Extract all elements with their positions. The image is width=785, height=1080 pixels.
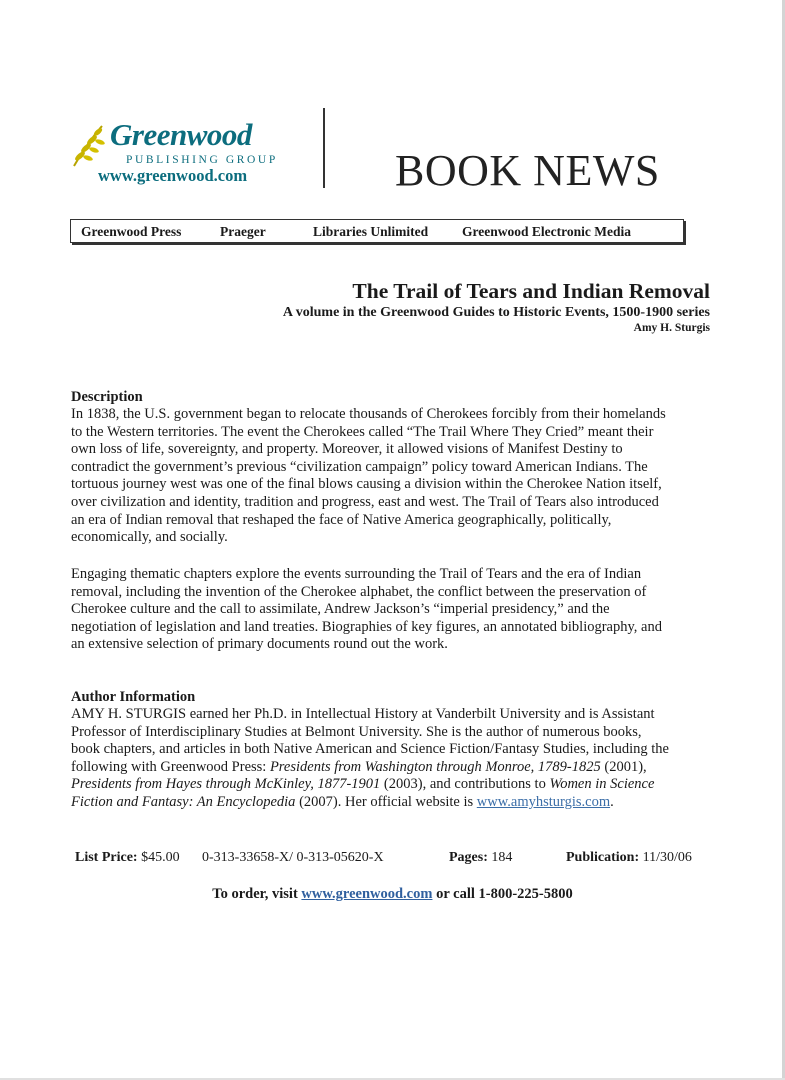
imprint-libraries-unlimited: Libraries Unlimited — [313, 224, 429, 239]
imprint-greenwood-press: Greenwood Press — [81, 224, 182, 239]
text-line: AMY H. STURGIS earned her Ph.D. in Intellectual History at Vanderbilt University and is Assistant — [71, 706, 655, 722]
text-line: Engaging thematic chapters explore the events surrounding the Trail of Tears and the era of Indian — [71, 566, 642, 582]
text-segment: . — [610, 793, 614, 810]
order-line — [0, 885, 785, 903]
text-line — [71, 794, 721, 812]
text-line: removal, including the invention of the Cherokee alphabet, the conflict between the preservation of — [71, 583, 647, 600]
book-reference: Women in Science — [549, 776, 655, 793]
text-line: Cherokee culture and the call to assimilate, Andrew Jackson’s “imperial presidency,” and the — [71, 601, 610, 618]
description-paragraph-1 — [71, 406, 721, 547]
header-divider — [323, 108, 325, 188]
publication-label: Publication: — [566, 850, 640, 865]
text-line: an extensive selection of primary documents round out the work. — [71, 636, 448, 653]
book-reference: Presidents from Washington through Monroe, 1789-1825 — [269, 758, 601, 775]
text-segment: following with Greenwood Press: — [71, 758, 270, 775]
imprint-praeger: Praeger — [220, 224, 266, 239]
text-line: In 1838, the U.S. government began to relocate thousands of Cherokees forcibly from their homelands — [71, 406, 666, 422]
author-line: Amy H. Sturgis — [633, 322, 710, 334]
list-price — [75, 849, 180, 866]
text-line: tortuous journey west was one of the final blows causing a division within the Cherokee Nation itself, — [71, 476, 662, 493]
pages-label: Pages: — [449, 850, 488, 865]
pages-value: 184 — [491, 850, 513, 865]
author-website-link[interactable]: www.amyhsturgis.com — [476, 793, 611, 810]
book-reference: Fiction and Fantasy: An Encyclopedia — [71, 793, 296, 810]
imprint-bar — [70, 219, 684, 243]
order-text-pre: To order, visit — [212, 886, 302, 902]
page-title: BOOK NEWS — [395, 146, 660, 195]
author-info-heading: Author Information — [71, 689, 196, 705]
isbn: 0-313-33658-X/ 0-313-05620-X — [202, 850, 384, 865]
logo-subtitle: PUBLISHING GROUP — [126, 154, 278, 166]
book-title-block — [283, 278, 710, 336]
wheat-leaf-icon — [68, 122, 112, 168]
book-title: The Trail of Tears and Indian Removal — [352, 279, 710, 303]
author-info-paragraph — [71, 706, 721, 812]
text-line: negotiation of legislation and land treaties. Biographies of key figures, an annotated bibliography, and — [71, 618, 662, 635]
text-line — [71, 776, 721, 794]
list-price-value: $45.00 — [141, 850, 180, 865]
series-line: A volume in the Greenwood Guides to Historic Events, 1500-1900 series — [282, 305, 710, 320]
text-line: own loss of life, sovereignty, and property. Moreover, it allowed visions of Manifest Destiny to — [71, 441, 623, 458]
list-price-label: List Price: — [75, 850, 138, 865]
order-website-link[interactable]: www.greenwood.com — [301, 886, 433, 902]
text-line: over civilization and identity, tradition and progress, east and west. The Trail of Tears also introduced — [71, 493, 659, 510]
text-line: Professor of Interdisciplinary Studies at Belmont University. She is the author of numerous books, — [71, 723, 642, 740]
order-text-post: or call 1-800-225-5800 — [432, 886, 573, 902]
description-paragraph-2 — [71, 566, 721, 654]
text-line — [71, 759, 721, 777]
publication-date — [566, 849, 692, 866]
greenwood-logo — [68, 118, 298, 188]
text-line: to the Western territories. The event the Cherokees called “The Trail Where They Cried” meant their — [71, 423, 654, 440]
publication-value: 11/30/06 — [642, 850, 692, 865]
pages — [449, 849, 512, 866]
logo-url[interactable]: www.greenwood.com — [98, 166, 248, 185]
text-segment: (2001), — [600, 758, 647, 775]
imprint-electronic-media: Greenwood Electronic Media — [462, 224, 631, 239]
text-line: contradict the government’s previous “civilization campaign” policy toward American Indians. The — [71, 458, 648, 475]
description-heading: Description — [71, 389, 143, 405]
text-segment: (2003), and contributions to — [380, 776, 550, 793]
text-line: book chapters, and articles in both Native American and Science Fiction/Fantasy Studies, including the — [71, 741, 669, 758]
book-reference: Presidents from Hayes through McKinley, 1877-1901 — [71, 776, 381, 793]
text-segment: (2007). Her official website is — [295, 793, 477, 810]
text-line: an era of Indian removal that reshaped the face of Native America geographically, politically, — [71, 511, 612, 528]
logo-wordmark: Greenwood — [110, 117, 252, 152]
text-line: economically, and socially. — [71, 529, 228, 546]
